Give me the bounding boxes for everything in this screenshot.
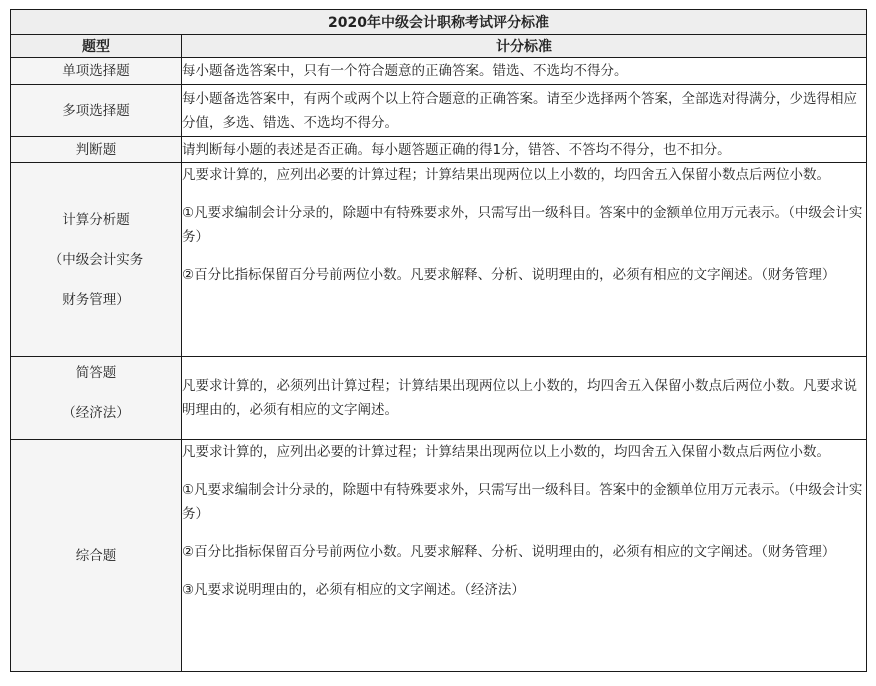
standard-text: 凡要求计算的，应列出必要的计算过程；计算结果出现两位以上小数的，均四舍五入保留小数点后两位小数。 xyxy=(182,444,830,460)
table-row xyxy=(11,163,867,357)
scoring-standard-cell xyxy=(182,440,867,672)
question-type-subtext: （经济法） xyxy=(62,405,130,421)
question-type-text: 单项选择题 xyxy=(62,63,130,79)
table-row xyxy=(11,58,867,85)
question-type-text: 综合题 xyxy=(75,547,117,564)
title-row xyxy=(11,10,867,35)
standard-text: ①凡要求编制会计分录的，除题中有特殊要求外，只需写出一级科目。答案中的金额单位用万元表示。（中级会计实务） xyxy=(182,205,863,245)
scoring-standard-cell xyxy=(182,137,867,163)
question-type-cell xyxy=(11,163,182,357)
standard-text: ②百分比指标保留百分号前两位小数。凡要求解释、分析、说明理由的，必须有相应的文字阐述。（财务管理） xyxy=(182,544,836,560)
question-type-cell xyxy=(11,137,182,163)
header-question-type: 题型 xyxy=(11,35,182,58)
question-type-text: 多项选择题 xyxy=(62,102,130,119)
standard-text: ③凡要求说明理由的，必须有相应的文字阐述。（经济法） xyxy=(182,582,525,598)
question-type-cell xyxy=(11,58,182,85)
standard-text: ②百分比指标保留百分号前两位小数。凡要求解释、分析、说明理由的，必须有相应的文字阐述。（财务管理） xyxy=(182,267,836,283)
question-type-cell xyxy=(11,85,182,137)
standard-text: 请判断每小题的表述是否正确。每小题答题正确的得1分，错答、不答均不得分，也不扣分。 xyxy=(182,141,731,158)
table-row xyxy=(11,137,867,163)
scoring-standard-cell xyxy=(182,85,867,137)
standard-text: 凡要求计算的，应列出必要的计算过程；计算结果出现两位以上小数的，均四舍五入保留小数点后两位小数。 xyxy=(182,167,830,183)
header-scoring-standard: 计分标准 xyxy=(182,35,867,58)
question-type-text: 判断题 xyxy=(75,141,117,158)
question-type-subtext: 财务管理） xyxy=(62,291,130,308)
scoring-standard-cell xyxy=(182,163,867,357)
standard-text: 凡要求计算的，必须列出计算过程；计算结果出现两位以上小数的，均四舍五入保留小数点后两位小数。凡要求说明理由的，必须有相应的文字阐述。 xyxy=(182,378,857,418)
table-row xyxy=(11,440,867,672)
scoring-table-container xyxy=(10,9,867,672)
question-type-cell xyxy=(11,440,182,672)
table-row xyxy=(11,357,867,440)
table-title: 2020年中级会计职称考试评分标准 xyxy=(11,10,867,35)
question-type-cell xyxy=(11,357,182,440)
header-row xyxy=(11,35,867,58)
scoring-standard-cell xyxy=(182,58,867,85)
standard-text: ①凡要求编制会计分录的，除题中有特殊要求外，只需写出一级科目。答案中的金额单位用万元表示。（中级会计实务） xyxy=(182,482,863,522)
standard-text: 每小题备选答案中，有两个或两个以上符合题意的正确答案。请至少选择两个答案，全部选对得满分，少选得相应分值，多选、错选、不选均不得分。 xyxy=(182,90,857,131)
scoring-standard-table xyxy=(10,9,867,672)
question-type-text: 简答题 xyxy=(75,365,117,381)
question-type-text: 计算分析题 xyxy=(62,211,130,228)
table-row xyxy=(11,85,867,137)
standard-text: 每小题备选答案中，只有一个符合题意的正确答案。错选、不选均不得分。 xyxy=(182,63,628,79)
question-type-subtext: （中级会计实务 xyxy=(48,251,144,268)
scoring-standard-cell xyxy=(182,357,867,440)
